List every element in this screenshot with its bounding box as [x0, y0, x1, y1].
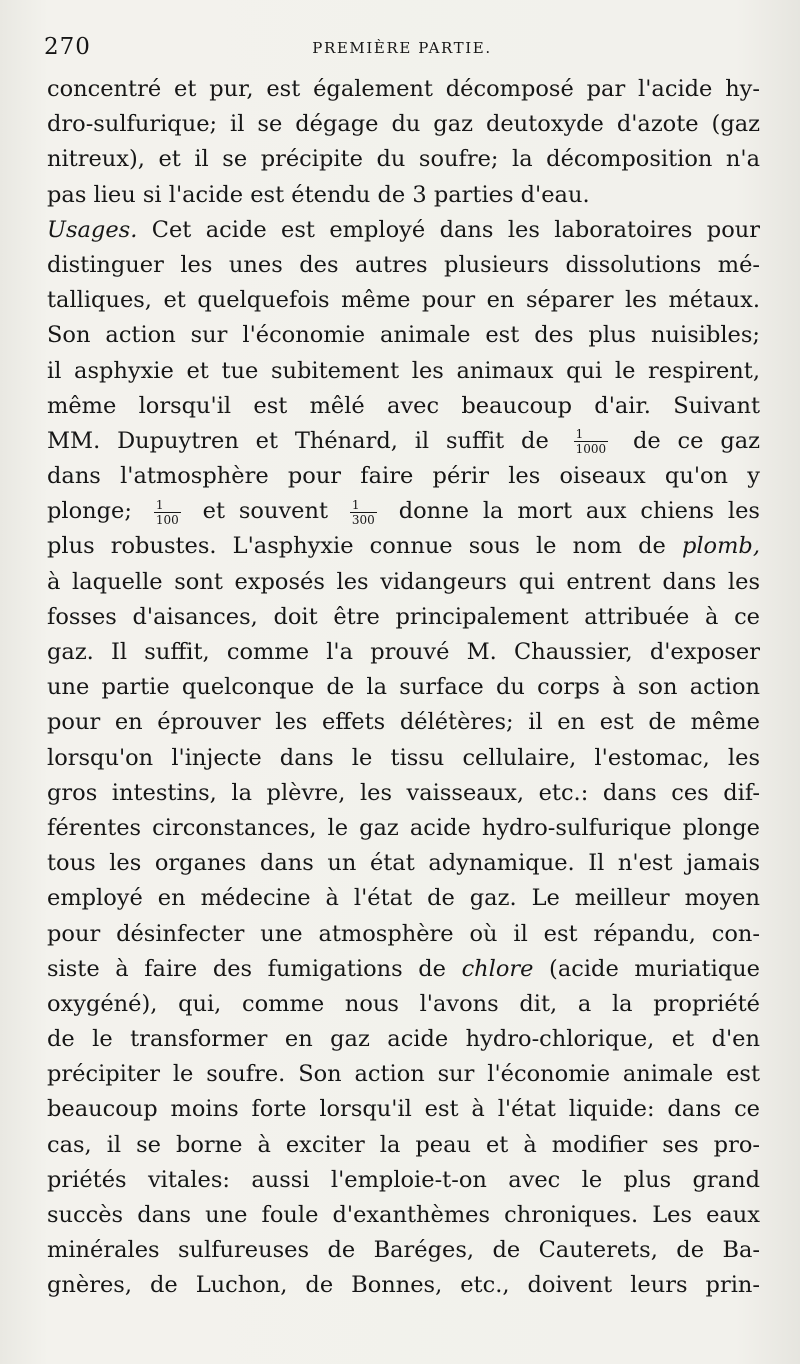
text-line: gaz. Il suffit, comme l'a prouvé M. Chaussier, d'exposer — [47, 639, 760, 665]
fraction — [154, 499, 181, 526]
text-line: dans l'atmosphère pour faire périr les oiseaux qu'on y — [47, 463, 760, 490]
text-line: férentes circonstances, le gaz acide hydro-sulfurique plonge — [47, 814, 760, 841]
text-line — [47, 529, 760, 564]
text-line: dro-sulfurique; il se dégage du gaz deutoxyde d'azote (gaz — [47, 111, 760, 138]
text-span: Cet acide est employé dans les laboratoires pour — [137, 216, 760, 243]
text-line: même lorsqu'il est mêlé avec beaucoup d'air. Suivant — [47, 392, 760, 419]
text-line: il asphyxie et tue subitement les animaux qui le respirent, — [47, 357, 760, 384]
text-line — [47, 424, 760, 459]
text-line: cas, il se borne à exciter la peau et à modifier ses pro- — [47, 1131, 760, 1158]
text-span: (acide muriatique — [533, 955, 760, 982]
text-line: employé en médecine à l'état de gaz. Le meilleur moyen — [47, 885, 760, 912]
text-line: pour désinfecter une atmosphère où il est répandu, con- — [47, 920, 760, 947]
text-line: fosses d'aisances, doit être principalement attribuée à ce — [47, 603, 760, 630]
text-line: tous les organes dans un état adynamique. Il n'est jamais — [47, 850, 760, 877]
body-text — [47, 72, 760, 1304]
text-line: concentré et pur, est également décomposé par l'acide hy- — [47, 76, 760, 102]
fraction-denominator: 1000 — [575, 442, 607, 457]
text-line: succès dans une foule d'exanthèmes chroniques. Les eaux — [47, 1202, 760, 1228]
section-lead-usages: Usages. — [47, 216, 138, 243]
fraction — [574, 428, 609, 455]
text-line: lorsqu'on l'injecte dans le tissu cellulaire, l'estomac, les — [47, 744, 760, 771]
text-line: pour en éprouver les effets délétères; il en est de même — [47, 709, 760, 736]
text-span: plus robustes. L'asphyxie connue sous le nom de — [47, 533, 682, 560]
text-line: Son action sur l'économie animale est des plus nuisibles; — [47, 322, 760, 349]
text-line: gros intestins, la plèvre, les vaisseaux, etc.: dans ces dif- — [47, 779, 760, 806]
text-line: oxygéné), qui, comme nous l'avons dit, a la propriété — [47, 990, 760, 1017]
fraction-numerator: 1 — [350, 499, 377, 513]
text-span: plonge; — [47, 498, 132, 525]
text-line: minérales sulfureuses de Baréges, de Cauterets, de Ba- — [47, 1237, 760, 1264]
text-span: donne la mort aux chiens les — [398, 498, 760, 525]
text-line: distinguer les unes des autres plusieurs dissolutions mé- — [47, 251, 760, 278]
text-line: à laquelle sont exposés les vidangeurs qui entrent dans les — [47, 568, 760, 595]
fraction — [350, 499, 377, 526]
text-span: et souvent — [202, 498, 329, 525]
text-span: MM. Dupuytren et Thénard, il suffit de — [47, 427, 549, 454]
text-line: une partie quelconque de la surface du corps à son action — [47, 674, 760, 701]
text-line: précipiter le soufre. Son action sur l'économie animale est — [47, 1061, 760, 1088]
fraction-numerator: 1 — [154, 499, 181, 513]
text-line: pas lieu si l'acide est étendu de 3 parties d'eau. — [47, 181, 590, 208]
page-number: 270 — [44, 34, 91, 60]
text-line: nitreux), et il se précipite du soufre; la décomposition n'a — [47, 146, 760, 173]
text-line: gnères, de Luchon, de Bonnes, etc., doivent leurs prin- — [47, 1272, 760, 1299]
text-span: siste à faire des fumigations de — [47, 955, 462, 982]
fraction-numerator: 1 — [574, 428, 609, 442]
running-title: PREMIÈRE PARTIE. — [312, 39, 492, 57]
text-line — [47, 952, 760, 987]
text-line: talliques, et quelquefois même pour en séparer les métaux. — [47, 287, 760, 314]
fraction-denominator: 100 — [155, 512, 179, 527]
italic-term: plomb, — [681, 533, 760, 560]
text-line: de le transformer en gaz acide hydro-chlorique, et d'en — [47, 1026, 760, 1053]
text-line — [47, 213, 760, 248]
text-line — [47, 494, 760, 529]
fraction-denominator: 300 — [351, 512, 375, 527]
text-line: priétés vitales: aussi l'emploie-t-on avec le plus grand — [47, 1166, 760, 1193]
text-line: beaucoup moins forte lorsqu'il est à l'état liquide: dans ce — [47, 1096, 760, 1123]
running-head — [44, 34, 760, 64]
italic-term: chlore — [461, 955, 534, 982]
text-span: de ce gaz — [633, 427, 760, 454]
